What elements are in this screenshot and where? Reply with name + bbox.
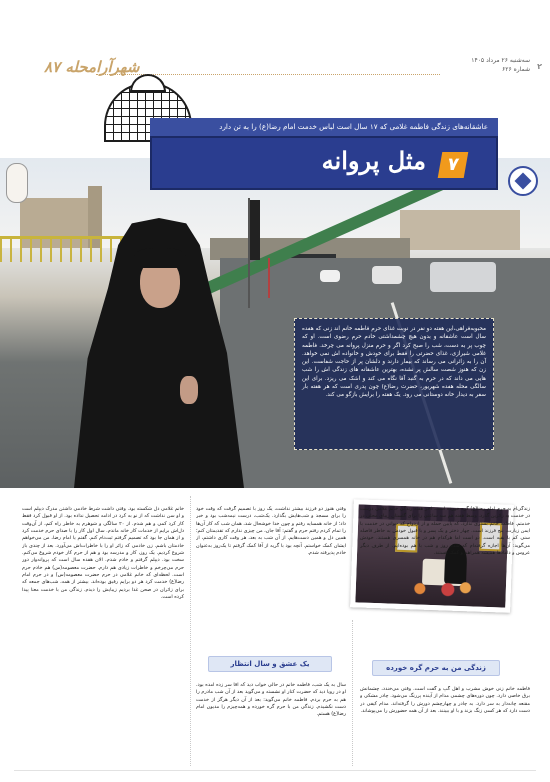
- emblem-center: [515, 173, 532, 190]
- column-divider: [352, 620, 353, 766]
- parked-car: [430, 262, 496, 292]
- title-kicker: عاشقانه‌های زندگی فاطمه غلامی که ۱۷ سال است لباس خدمت امام رضا(ع) را به تن دارد: [150, 118, 498, 136]
- article-title: مثل پروانه: [321, 146, 426, 175]
- issue-number: شماره ۶۲۶: [502, 66, 530, 73]
- issue-date: سه‌شنبه ۲۶ مرداد ۱۴۰۵: [471, 57, 530, 64]
- column-text: خانم غلامی دل شکسته بود. وقتی داشت شرط خادمی داشتن مدرک دیپلم است و او سن نداشت که از نو به کرد در ادامه تحصیل نداده بود. از او قبول کرد فقط کار کرد کمی و هم شدم. از ۲۰ سالگی و شوهرم به خاطر راه کنم، از آن‌وقت دل‌اش برایم از خدمات کار خانه ماندم. سال اول کار را با صدای حرم خدمت کرد و از همان جا بود که تصمیم گرفتم ثبت‌نام کنم. گفتم یا امام رضا، من می‌خواهم خادمتان باشم. زن خادمی که زائر او را با خاطرات‌اش می‌آورد. بعد از چندی باز شروع کردیم. یک روز، کار و مدرسه بود و هم از حرم کار خودم شروع می‌کنم. سخت بود. دیپلم گرفتم و خادم شدم. الان هفده سال است که پروانه‌وار دور حرم می‌چرخم و خاطرات زیادی هم دارم. حضرت معصومه(س) هم خادم حرم است. لحظه‌ای که خانم غلامی در حرم حضرت معصومه(س) و در حرم امام رضا(ع) خدمت کرد هر دو برایم رفیق بوده‌اند. بیشتر از همه، شب‌های جمعه که برای زائران در صحن غذا بردیم زیبایش را دیدم. زندگی من با خدمت معنا پیدا کرده است.: [22, 506, 184, 601]
- subheading: زندگی من به حرم گره خورده: [372, 660, 500, 676]
- title-banner: [150, 118, 498, 190]
- building: [400, 210, 520, 250]
- article-lead: محبوبه‌فراهی،این هفته دو نفر در نوبت غذای حرم فاطمه خانم اند زنی که هفده سال است عاشقانه و بدون هیچ چشمداشتی خادم حرم رضوی است. او که چوب پر به دست، شب را صبح کرد اگر و حرم منزل پروانه می چرخد. فاطمه غلامی شیرازی، غذای حضرتی را فقط برای خودش و خانواده اش نمی خواهد. آن را به زائرانی می رساند که بیمار دارند و دلشان پر از حاجت شفاست. این زن که هنوز شصت سالش پر نشده، بهترین عاشقانه های زندگی اش را شب هایی می داند که در حرم به گنبد آقا نگاه می کند و اشک می ریزد. برای این سالگی محله هفده شهریور، حضرت رضا(ع) چون پدری است که هر هفته بار سفر به دیدار خانه دوستانی می رود. یک هفته را برایش بازگو می کند.: [294, 318, 494, 450]
- article-body: [0, 496, 550, 782]
- column-divider: [190, 496, 191, 766]
- column-text: زندگی‌ام به حرم امام رضا(ع) گره خورده است. آخر هفته زندگی خانم غلامی درست در خدمت به زائرین گذرد. وسط هفته هم سه ساعتی را برای گلستان زیبای محلی در خدمتم. فاطمه خانم بستری ندارد. که پایین حمله و از ازدواج که جوانی در خدمت با ایمن زیارت. پنج فرزند است. چهار دختر و یک پسر و با قبول خودش به خاطر فاصله سنی کم با بقیه است. دو است اما هرکدام هم در خانه همسری هستند. خودش می‌گوید: آن‌ها اجازه گرفته‌ام که شده روز و شب با هم بوده‌ایم. از طرف دیگر عروس و دامادها همیشه همراهم و کمک هستند.: [360, 506, 530, 557]
- page-number: ۲: [537, 62, 542, 71]
- parked-car: [372, 266, 402, 284]
- distant-car: [320, 270, 340, 282]
- subheading: یک عشق و سال انتظار: [208, 656, 332, 672]
- title-box: [150, 136, 498, 190]
- column-text: فاطمه خانم زنی خوش مشرب و اهل گپ و گفت است. وقتی می‌خندد، چشمانش برق خاصی دارد. چون دوره‌های چشمی مدام از آینده پررنگ می‌شود. چادر مشکی و مقنعه چانه‌دار به سر دارد. به چادر و چهارچشم دورش را گرفته‌اند. مدام کیفی در دست دارد که هر کسی زنگ بزند و با او ببینند. بعد از آن همه حضورش را می‌پوشاند.: [360, 686, 530, 715]
- hand: [180, 376, 198, 404]
- issue-info: [471, 56, 542, 74]
- magazine-logo: شهرآرامحله ۸۷: [44, 58, 140, 76]
- column-text: سال به یک شب، فاطمه خانم در حالی خواب دید که آقا سر زده آمده بود. او در رویا دید که حضرت کنار او نشسته و می‌گوید بعد از آن شب مادرم را هم به حرم بردم. فاطمه خانم می‌گوید: بعد از آن دیگر هرگز از خدمت دست نکشیدم. زندگی من با حرم گره خورده و همه‌چیزم را مدیون امام رضا(ع) هستم.: [196, 682, 346, 718]
- black-flag: [250, 200, 260, 260]
- story-number-badge: ۷: [438, 152, 469, 178]
- column-text: وقتی هنوز دو فرزند بیشتر نداشت، یک روز با تصمیم گرفت که وقت خود را برای مسجد و شب‌هایش بگذارد. یک‌شب، درست نیمه‌شب بود و خبر داد؛ از خانه همسایه رفتم و چون خدا خوشحال شد، همان شب که کار آن‌ها را تمام کردم رفتم حرم و گفتم: آقا جان، من چیزی ندارم که تقدیمتان کنم؛ همین دل و همین دست‌هایم. از آن شب به بعد، هر وقت کاری داشتم، از ایشان کمک خواستم. آنچه بود با گریه از آقا کمک گرفتم تا یک‌روز به‌عنوان خادم پذیرفته شدم.: [196, 506, 346, 557]
- headscarf: [134, 248, 186, 268]
- lantern-icon: [6, 163, 28, 203]
- barrier-post: [268, 258, 270, 298]
- page-header: [0, 50, 550, 88]
- shrine-emblem-icon: [508, 166, 538, 196]
- page-footer-line: [14, 770, 536, 771]
- woman-in-chador: [74, 218, 244, 488]
